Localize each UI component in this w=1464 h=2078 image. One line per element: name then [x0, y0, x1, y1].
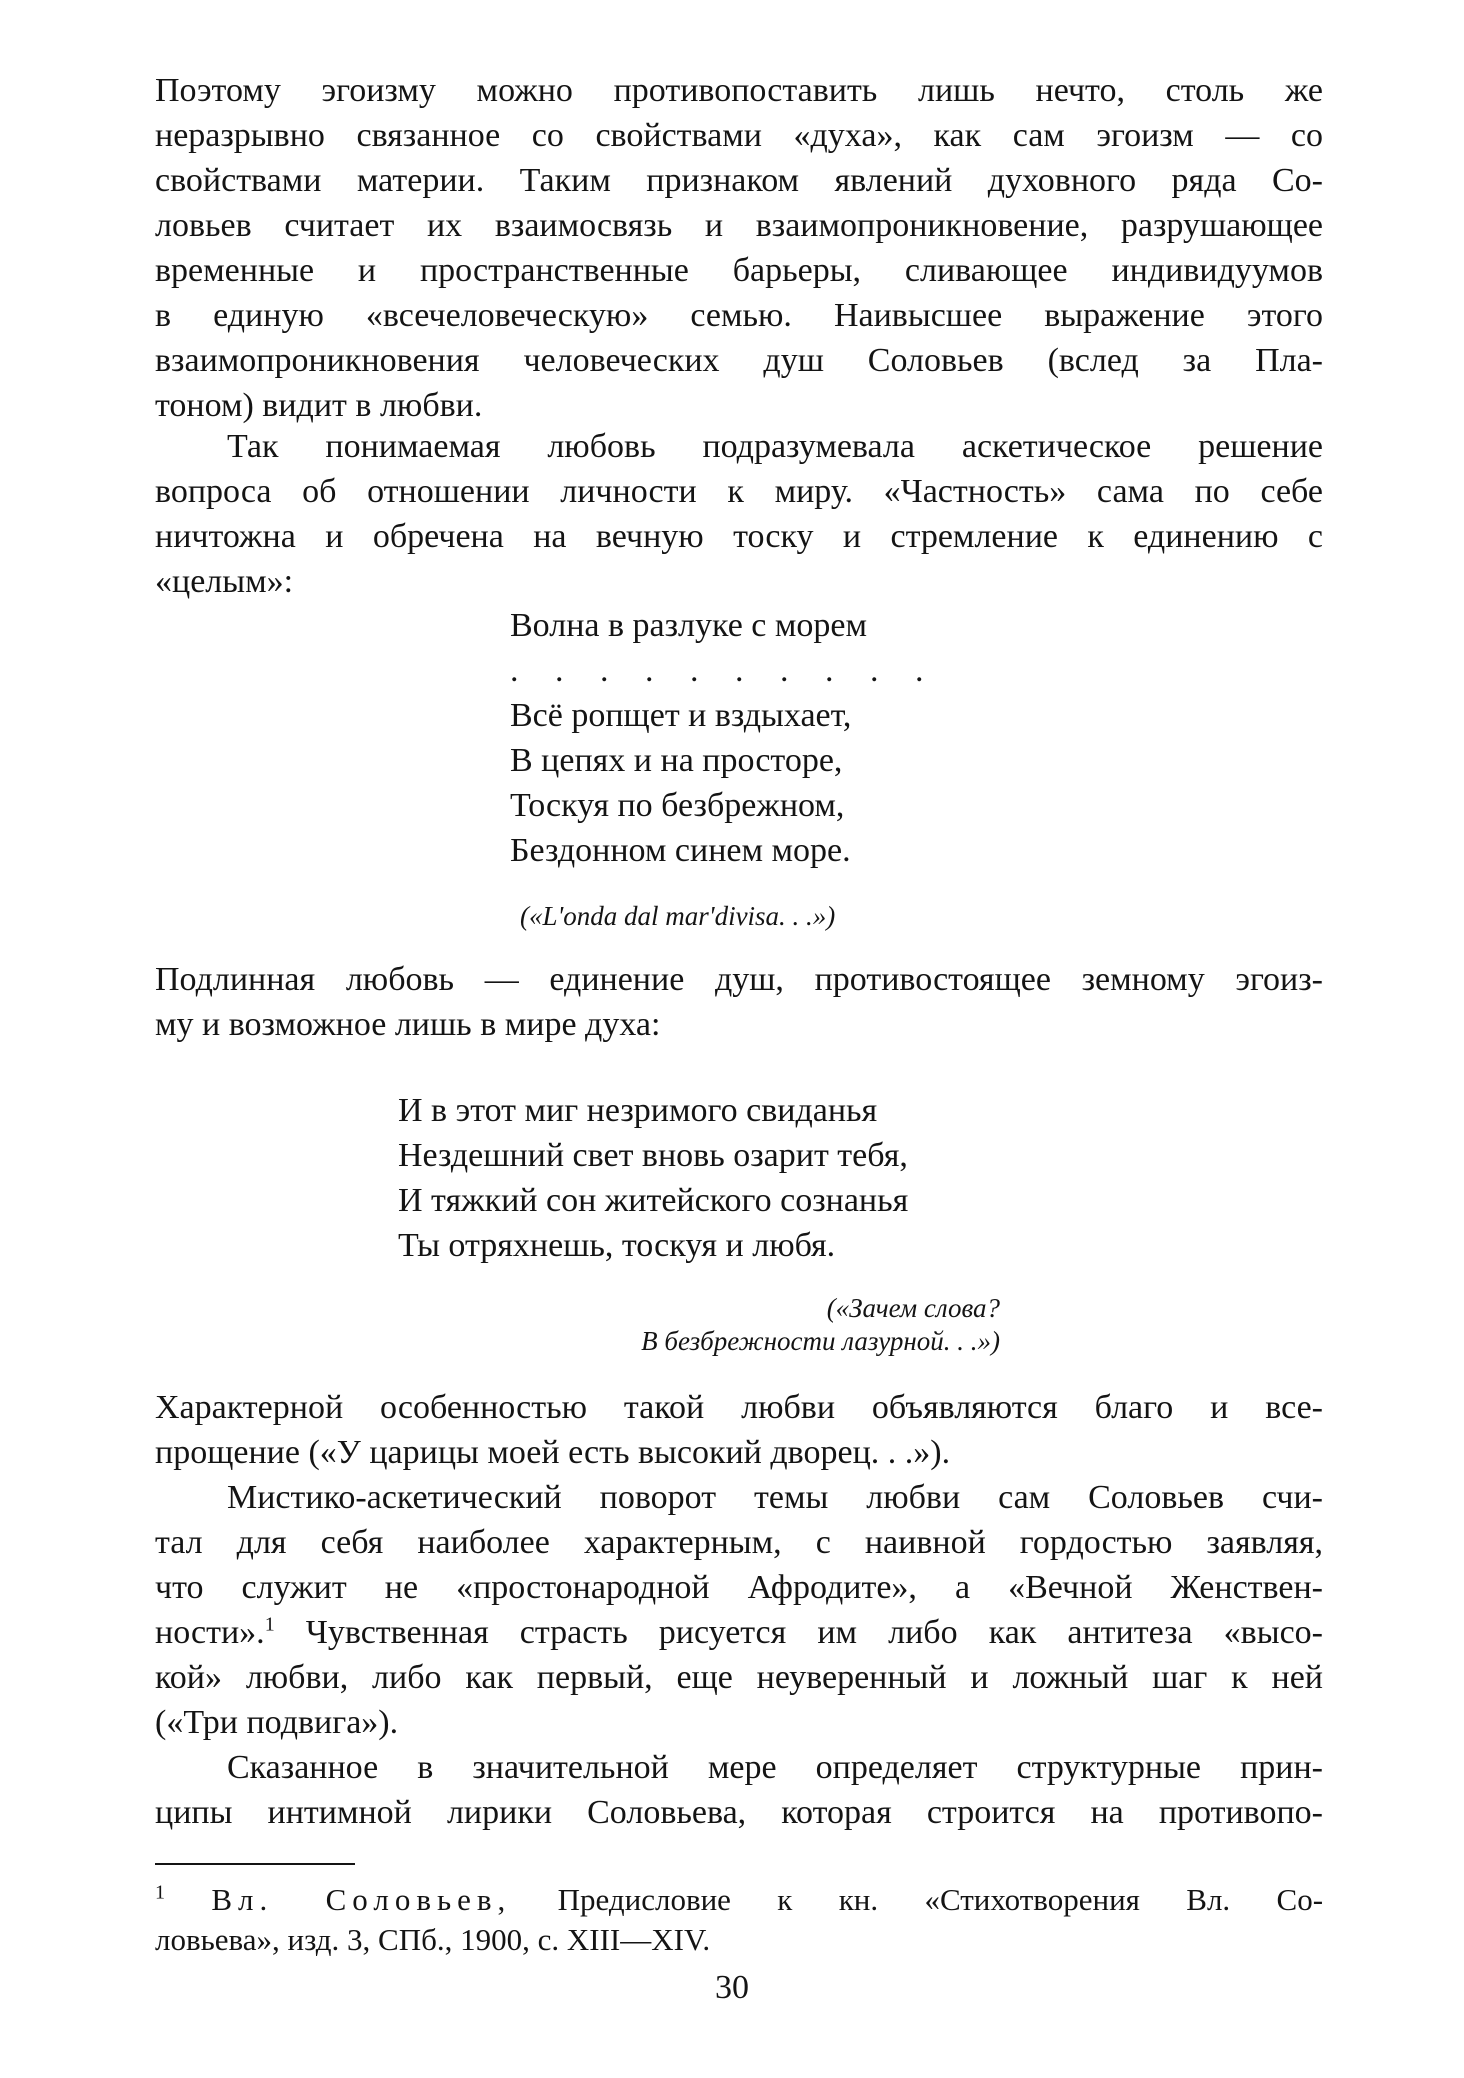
poem-1 [510, 603, 938, 873]
poem-line: Всё ропщет и вздыхает, [510, 697, 852, 734]
paragraph-2 [155, 424, 1323, 604]
text-line: неразрывно связанное со свойствами «духа», как сам эгоизм — со [155, 117, 1323, 154]
source-line: («L'onda dal mar'divisa. . .») [520, 901, 836, 931]
text-line: му и возможное лишь в мире духа: [155, 1006, 661, 1043]
paragraph-5 [155, 1475, 1323, 1745]
text-line: Так понимаемая любовь подразумевала аскетическое решение [227, 428, 1323, 465]
poem-line: Бездонном синем море. [510, 832, 851, 869]
text-line: Подлинная любовь — единение душ, противостоящее земному эгоиз- [155, 961, 1323, 998]
text-line: свойствами материи. Таким признаком явлений духовного ряда Со- [155, 162, 1323, 199]
footnote-divider [155, 1863, 355, 1865]
poem-line: Тоскуя по безбрежном, [510, 787, 845, 824]
text-line: ловьев считает их взаимосвязь и взаимопроникновение, разрушающее [155, 207, 1323, 244]
paragraph-4 [155, 1385, 1323, 1475]
text-line: Поэтому эгоизму можно противопоставить лишь нечто, столь же [155, 72, 1323, 109]
poem-line: И тяжкий сон житейского сознанья [398, 1182, 909, 1219]
text-line: вопроса об отношении личности к миру. «Частность» сама по себе [155, 473, 1323, 510]
source-line: В безбрежности лазурной. . .») [641, 1326, 1000, 1356]
paragraph-1 [155, 68, 1323, 428]
footnote-line: ловьева», изд. 3, СПб., 1900, с. XIII—XIV. [155, 1922, 711, 1957]
poem-line: В цепях и на просторе, [510, 742, 843, 779]
footnote-line [155, 1880, 1323, 1920]
footnote-reference[interactable]: 1 [264, 1613, 275, 1636]
text-line: «целым»: [155, 563, 294, 600]
paragraph-6 [155, 1745, 1323, 1835]
poem-line: Волна в разлуке с морем [510, 607, 867, 644]
text-line: в единую «всечеловеческую» семью. Наивысшее выражение этого [155, 297, 1323, 334]
text-line: тал для себя наиболее характерным, с наивной гордостью заявляя, [155, 1524, 1323, 1561]
text-fragment: Чувственная страсть рисуется им либо как антитеза «высо- [305, 1614, 1323, 1651]
text-line: что служит не «простонародной Афродите», а «Вечной Женствен- [155, 1569, 1323, 1606]
text-line: Характерной особенностью такой любви объявляются благо и все- [155, 1389, 1323, 1426]
text-line: прощение («У царицы моей есть высокий дворец. . .»). [155, 1434, 951, 1471]
text-line-with-footnote [155, 1610, 1323, 1655]
text-line: Сказанное в значительной мере определяет структурные прин- [227, 1749, 1323, 1786]
footnote-marker: 1 [155, 1881, 165, 1904]
footnote-author: Вл. Соловьев, [211, 1882, 512, 1917]
text-line: временные и пространственные барьеры, сливающее индивидуумов [155, 252, 1323, 289]
footnote-text: Предисловие к кн. «Стихотворения Вл. Со- [557, 1882, 1324, 1917]
paragraph-3 [155, 957, 1323, 1047]
poem-2-source [540, 1292, 1000, 1358]
poem-2 [398, 1088, 908, 1268]
text-line: («Три подвига»). [155, 1704, 399, 1741]
poem-line: И в этот миг незримого свиданья [398, 1092, 878, 1129]
text-line: тоном) видит в любви. [155, 387, 483, 424]
footnote [155, 1880, 1323, 1960]
poem-ellipsis: . . . . . . . . . . [510, 652, 938, 689]
poem-line: Нездешний свет вновь озарит тебя, [398, 1137, 908, 1174]
source-line: («Зачем слова? [826, 1293, 1000, 1323]
text-fragment: ности». [155, 1614, 265, 1651]
page-number: 30 [715, 1969, 749, 2006]
poem-1-source [520, 900, 835, 933]
text-line: кой» любви, либо как первый, еще неуверенный и ложный шаг к ней [155, 1659, 1323, 1696]
poem-line: Ты отряхнешь, тоскуя и любя. [398, 1227, 836, 1264]
text-line: Мистико-аскетический поворот темы любви сам Соловьев счи- [227, 1479, 1323, 1516]
text-line: ничтожна и обречена на вечную тоску и стремление к единению с [155, 518, 1323, 555]
text-line: взаимопроникновения человеческих душ Соловьев (вслед за Пла- [155, 342, 1323, 379]
text-line: ципы интимной лирики Соловьева, которая строится на противопо- [155, 1794, 1323, 1831]
